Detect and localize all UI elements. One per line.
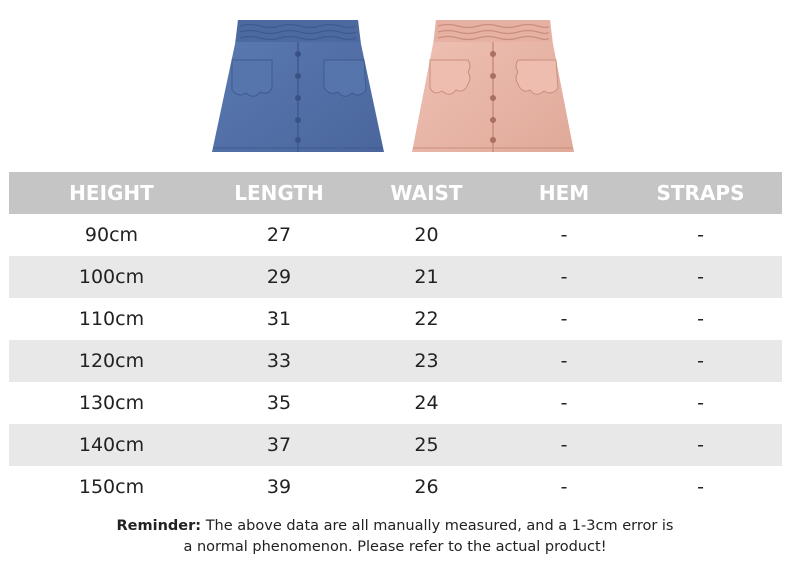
cell-waist: 21 [344, 256, 509, 298]
header-height: HEIGHT [9, 172, 214, 214]
table-row [9, 466, 782, 508]
cell-waist: 24 [344, 382, 509, 424]
denim-skirt-icon [210, 14, 386, 160]
reminder-line-2: a normal phenomenon. Please refer to the actual product! [183, 539, 607, 555]
cell-waist: 26 [344, 466, 509, 508]
table-row [9, 340, 782, 382]
cell-length: 27 [214, 214, 344, 256]
cell-length: 39 [214, 466, 344, 508]
cell-waist: 20 [344, 214, 509, 256]
header-straps: STRAPS [619, 172, 782, 214]
cell-height: 140cm [9, 424, 214, 466]
cell-hem: - [509, 424, 619, 466]
cell-hem: - [509, 466, 619, 508]
header-length: LENGTH [214, 172, 344, 214]
size-table [9, 172, 782, 508]
cell-straps: - [619, 214, 782, 256]
product-images [0, 0, 790, 165]
table-row [9, 256, 782, 298]
header-hem: HEM [509, 172, 619, 214]
cell-hem: - [509, 340, 619, 382]
cell-height: 150cm [9, 466, 214, 508]
table-header-row [9, 172, 782, 214]
reminder-line-1: The above data are all manually measured, and a 1-3cm error is [201, 518, 674, 534]
header-waist: WAIST [344, 172, 509, 214]
cell-height: 120cm [9, 340, 214, 382]
cell-hem: - [509, 382, 619, 424]
cell-waist: 22 [344, 298, 509, 340]
pink-skirt-icon [410, 14, 576, 160]
cell-length: 33 [214, 340, 344, 382]
cell-straps: - [619, 424, 782, 466]
cell-hem: - [509, 256, 619, 298]
cell-length: 35 [214, 382, 344, 424]
cell-height: 130cm [9, 382, 214, 424]
cell-height: 90cm [9, 214, 214, 256]
cell-length: 37 [214, 424, 344, 466]
cell-waist: 25 [344, 424, 509, 466]
table-row [9, 382, 782, 424]
cell-length: 31 [214, 298, 344, 340]
cell-hem: - [509, 214, 619, 256]
cell-length: 29 [214, 256, 344, 298]
cell-hem: - [509, 298, 619, 340]
table-row [9, 214, 782, 256]
cell-straps: - [619, 382, 782, 424]
cell-straps: - [619, 298, 782, 340]
cell-height: 100cm [9, 256, 214, 298]
cell-straps: - [619, 256, 782, 298]
reminder-label: Reminder: [116, 518, 202, 534]
cell-straps: - [619, 340, 782, 382]
table-row [9, 298, 782, 340]
table-row [9, 424, 782, 466]
cell-waist: 23 [344, 340, 509, 382]
reminder-note [40, 516, 750, 558]
cell-straps: - [619, 466, 782, 508]
cell-height: 110cm [9, 298, 214, 340]
